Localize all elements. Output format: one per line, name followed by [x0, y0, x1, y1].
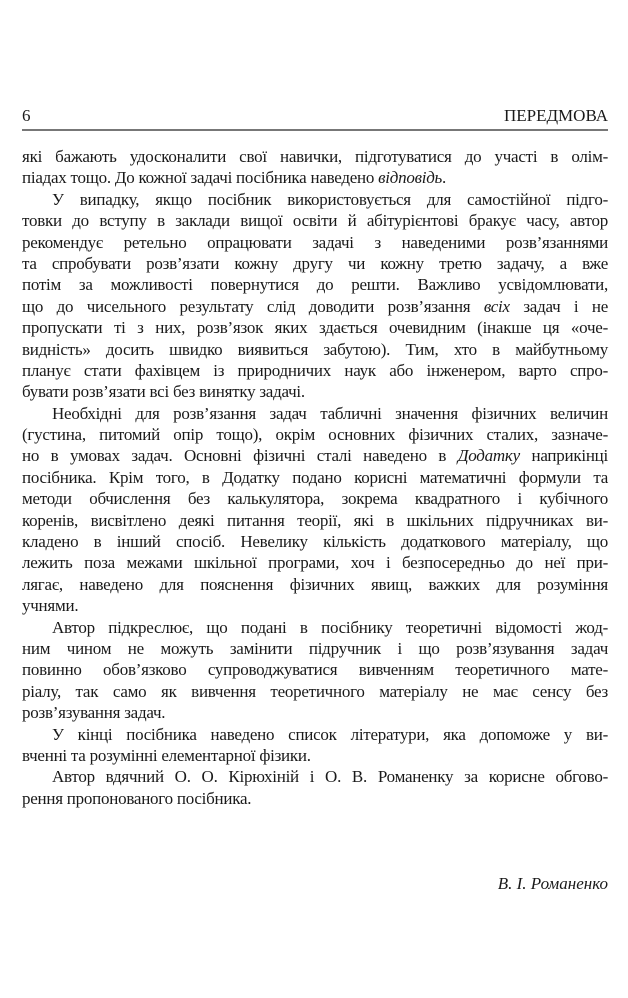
text-segment: коренів, висвітлено деякі питання теорії, які в шкільних підручниках ви-	[22, 510, 608, 530]
text-segment: вченні та розумінні елементарної фізики.	[22, 745, 311, 765]
text-segment: планує стати фахівцем із природничих наук або інженером, варто спро-	[22, 360, 608, 380]
text-segment: видність» досить швидко виявиться забутою). Тим, хто в майбутньому	[22, 339, 608, 359]
text-segment: задач і не	[509, 296, 608, 316]
text-line	[22, 253, 608, 274]
text-line	[22, 724, 608, 745]
text-segment: лягає, наведено для пояснення фізичних явищ, важких для розуміння	[22, 574, 608, 594]
emphasized-text: всіх	[483, 296, 510, 316]
text-line	[22, 745, 608, 766]
text-segment: Автор підкреслює, що подані в посібнику теоретичні відомості жод-	[52, 617, 608, 637]
text-segment: бувати розв’язати всі без винятку задачі.	[22, 382, 305, 402]
text-segment: потім за можливості повернутися до решти. Важливо усвідомлювати,	[22, 275, 608, 295]
emphasized-text: відповідь	[378, 168, 443, 188]
text-segment: повинно обов’язково супроводжуватися вивченням теоретичного мате-	[22, 660, 608, 680]
text-segment: .	[442, 168, 447, 188]
text-segment: Необхідні для розв’язання задач табличні значення фізичних величин	[52, 403, 608, 423]
header-rule	[22, 129, 608, 131]
text-segment: кладено в інший спосіб. Невелику кількість додаткового матеріалу, що	[22, 532, 608, 552]
text-line	[22, 488, 608, 509]
text-segment: та спробувати розв’язати кожну другу чи кожну третю задачу, а вже	[22, 253, 608, 273]
text-line	[22, 595, 608, 616]
text-segment: учнями.	[22, 596, 79, 616]
text-line	[22, 339, 608, 360]
text-segment: посібника. Крім того, в Додатку подано корисні математичні формули та	[22, 467, 608, 487]
emphasized-text: Додатку	[457, 446, 520, 466]
text-segment: но в умовах задач. Основні фізичні сталі наведено в	[22, 446, 458, 466]
text-line	[22, 510, 608, 531]
text-segment: ним чином не можуть замінити підручник і що розв’язування задач	[22, 638, 608, 658]
text-line	[22, 531, 608, 552]
text-segment: методи обчислення без калькулятора, зокрема квадратного і кубічного	[22, 489, 608, 509]
text-line	[22, 681, 608, 702]
text-line	[22, 232, 608, 253]
text-line	[22, 617, 608, 638]
text-segment: У випадку, якщо посібник використовується для самостійної підго-	[52, 189, 608, 209]
text-line	[22, 552, 608, 573]
text-line	[22, 788, 608, 809]
text-segment: лежить поза межами шкільної програми, хоч і безпосередньо до неї при-	[22, 553, 608, 573]
text-line	[22, 424, 608, 445]
text-line	[22, 296, 608, 317]
text-line	[22, 445, 608, 466]
text-segment: які бажають удосконалити свої навички, підготуватися до участі в олім-	[22, 147, 608, 166]
text-segment: У кінці посібника наведено список літератури, яка допоможе у ви-	[52, 724, 608, 744]
page-number: 6	[22, 106, 31, 125]
text-line	[22, 189, 608, 210]
text-segment: що до чисельного результату слід доводити розв’язання	[22, 296, 484, 316]
text-line	[22, 638, 608, 659]
text-line	[22, 167, 608, 188]
text-line	[22, 403, 608, 424]
text-segment: рення пропонованого посібника.	[22, 788, 252, 808]
text-line	[22, 467, 608, 488]
preface-body-text	[22, 146, 608, 809]
text-segment: рекомендує ретельно опрацювати задачі з наведеними розв’язаннями	[22, 232, 608, 252]
text-line	[22, 574, 608, 595]
author-signature: В. І. Романенко	[497, 874, 608, 893]
text-segment: піадах тощо. До кожної задачі посібника наведено	[22, 168, 379, 188]
text-segment: (густина, питомий опір тощо), окрім основних фізичних сталих, зазначе-	[22, 425, 608, 445]
text-line	[22, 274, 608, 295]
text-line	[22, 146, 608, 167]
text-segment: пропускати ті з них, розв’язок яких здається очевидним (інакше ця «оче-	[22, 318, 608, 338]
text-line	[22, 210, 608, 231]
text-line	[22, 360, 608, 381]
text-segment: товки до вступу в заклади вищої освіти й абітурієнтові бракує часу, автор	[22, 211, 608, 231]
text-segment: розв’язування задач.	[22, 703, 166, 723]
section-title: ПЕРЕДМОВА	[503, 106, 608, 125]
text-line	[22, 659, 608, 680]
text-segment: наприкінці	[519, 446, 608, 466]
text-segment: Автор вдячний О. О. Кірюхіній і О. В. Романенку за корисне обгово-	[52, 767, 608, 787]
text-line	[22, 702, 608, 723]
text-line	[22, 381, 608, 402]
running-header	[22, 106, 608, 126]
text-segment: ріалу, так само як вивчення теоретичного матеріалу не має сенсу без	[22, 681, 608, 701]
text-line	[22, 766, 608, 787]
text-line	[22, 317, 608, 338]
